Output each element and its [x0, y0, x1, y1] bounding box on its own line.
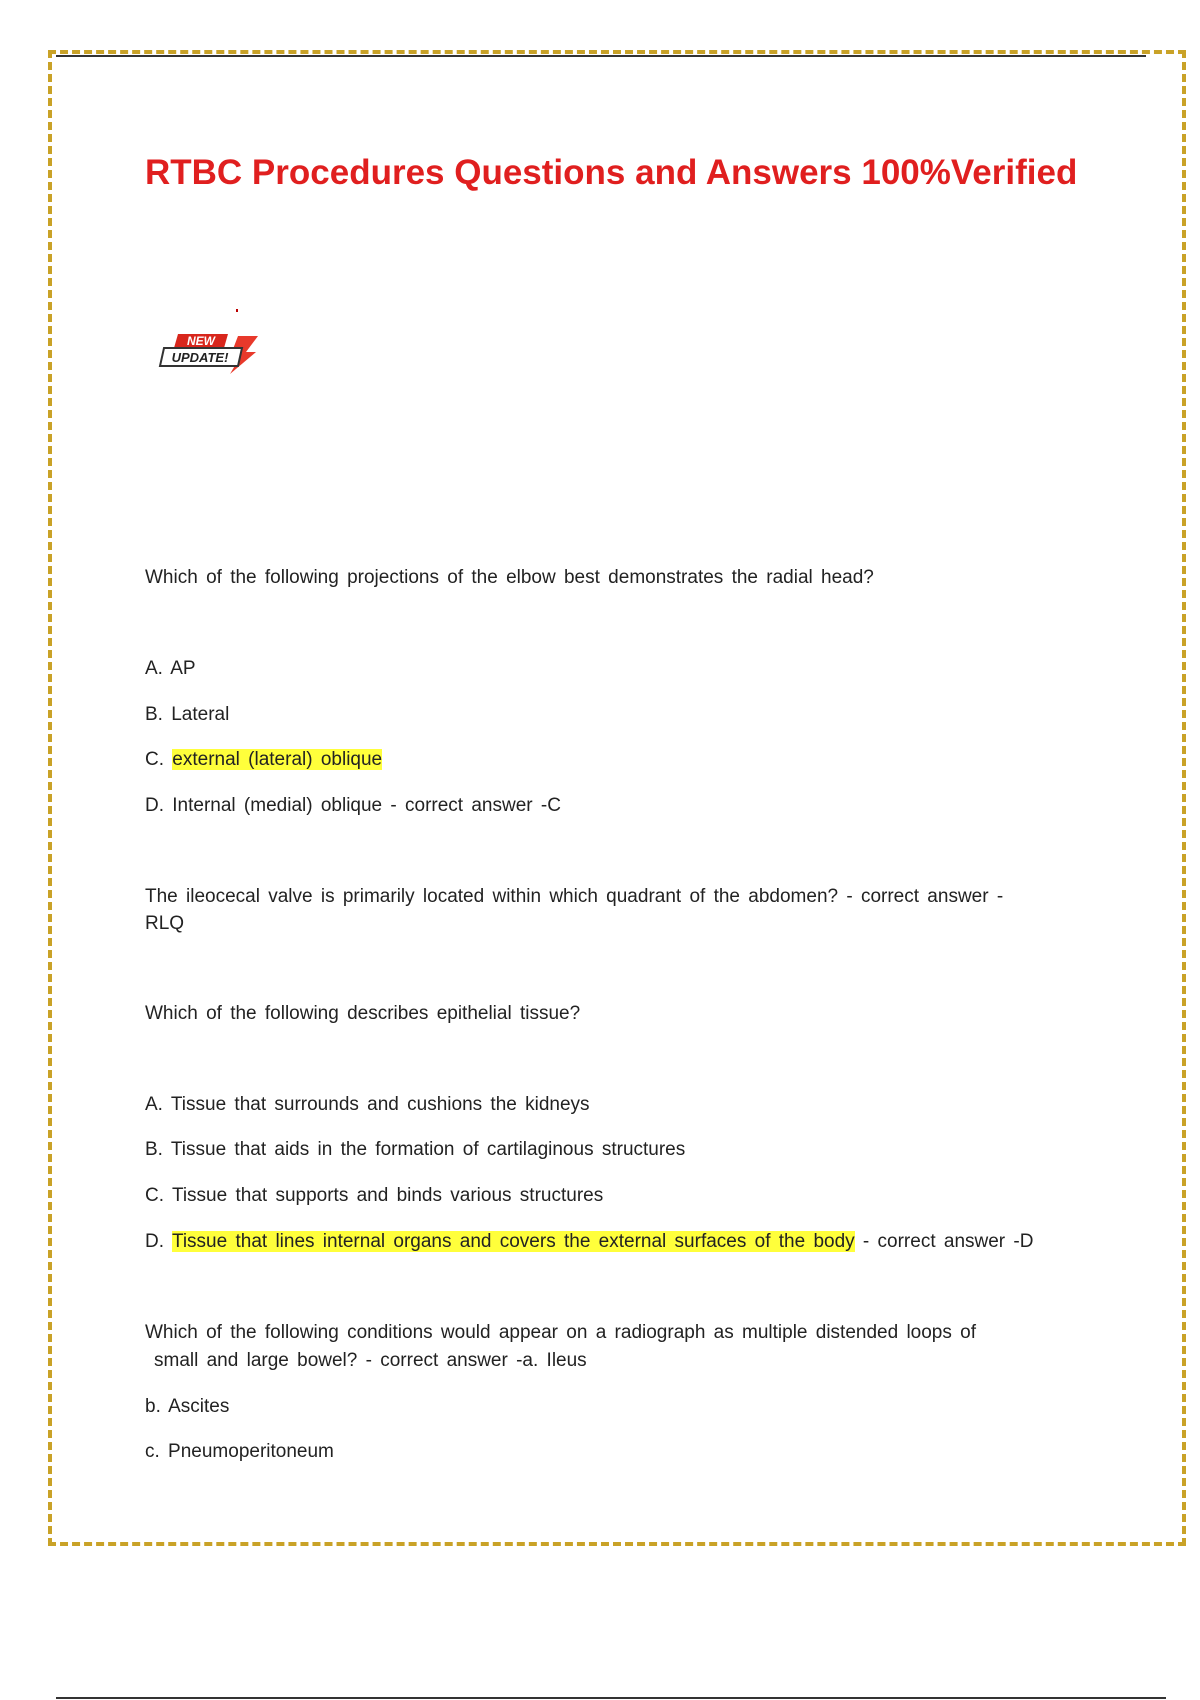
footer-rule	[56, 1697, 1166, 1699]
highlighted-answer: Tissue that lines internal organs and covers the external surfaces of the body	[171, 1231, 855, 1252]
badge-dot	[236, 309, 238, 312]
highlighted-answer: external (lateral) oblique	[172, 749, 383, 770]
question-4-prompt: Which of the following conditions would appear on a radiograph as multiple distended loops of	[145, 1322, 976, 1343]
question-3-option-d: D. Tissue that lines internal organs and covers the external surfaces of the body - correct answer -D	[145, 1231, 1034, 1252]
question-3-prompt: Which of the following describes epithelial tissue?	[145, 1003, 581, 1024]
badge-new-text: NEW	[187, 334, 215, 348]
question-1-option-b: B. Lateral	[145, 704, 230, 725]
question-2-answer: RLQ	[145, 913, 185, 934]
question-4-option-c: c. Pneumoperitoneum	[145, 1441, 334, 1462]
header-rule	[56, 55, 1146, 57]
question-4-option-b: b. Ascites	[145, 1396, 230, 1417]
question-4-prompt-continued: small and large bowel? - correct answer -a. Ileus	[154, 1350, 587, 1371]
question-3-option-b: B. Tissue that aids in the formation of cartilaginous structures	[145, 1139, 686, 1160]
question-1-prompt: Which of the following projections of the elbow best demonstrates the radial head?	[145, 567, 874, 588]
question-1-option-c: C. external (lateral) oblique	[145, 749, 383, 770]
question-2-prompt: The ileocecal valve is primarily located within which quadrant of the abdomen? - correct answer -	[145, 886, 1004, 907]
question-1-option-a: A. AP	[145, 658, 196, 679]
badge-update-text: UPDATE!	[171, 350, 229, 365]
question-1-option-d: D. Internal (medial) oblique - correct answer -C	[145, 795, 561, 816]
question-3-option-a: A. Tissue that surrounds and cushions the kidneys	[145, 1094, 590, 1115]
question-3-option-c: C. Tissue that supports and binds various structures	[145, 1185, 604, 1206]
document-title: RTBC Procedures Questions and Answers 100%Verified	[145, 153, 1078, 192]
new-update-badge	[158, 330, 262, 376]
lightning-bolt-icon	[158, 330, 262, 376]
